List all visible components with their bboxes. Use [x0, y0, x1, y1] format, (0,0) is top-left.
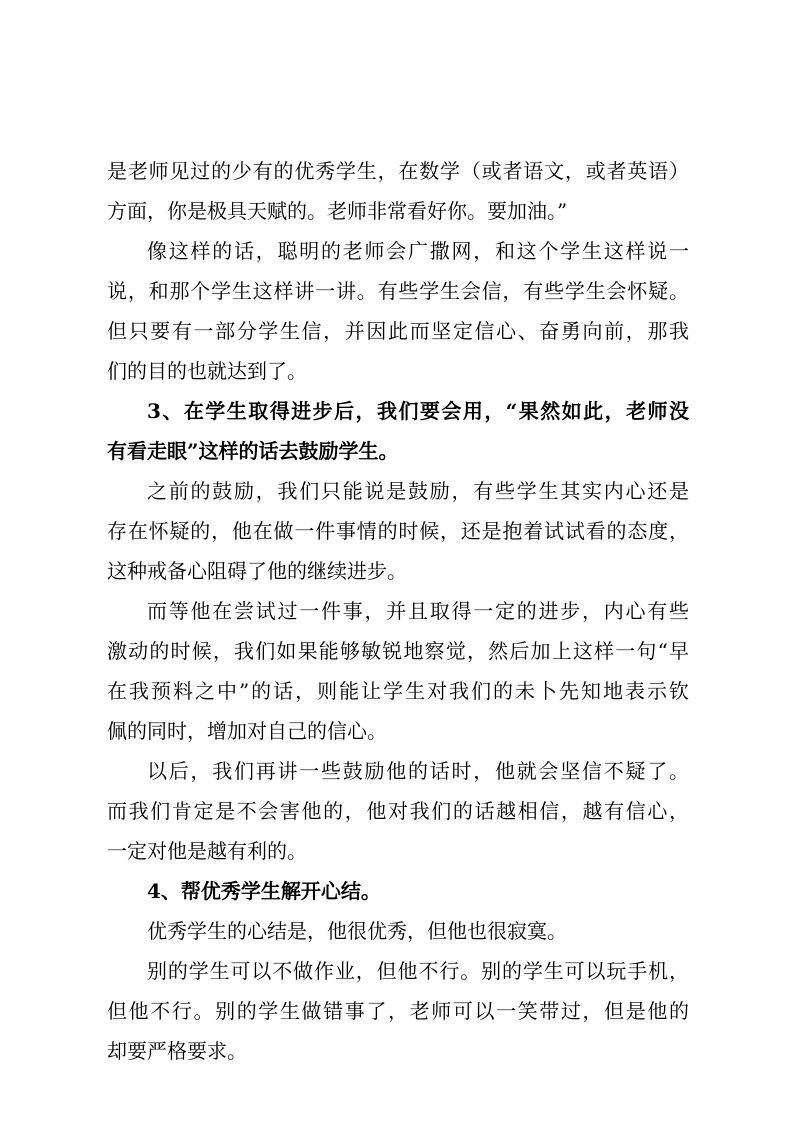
paragraph-line: 却要严格要求。 — [107, 1039, 247, 1063]
paragraph-line: 方面，你是极具天赋的。老师非常看好你。要加油。” — [107, 199, 568, 223]
paragraph-line: 像这样的话，聪明的老师会广撒网，和这个学生这样说一 — [147, 239, 689, 263]
paragraph-line: 这种戒备心阻碍了他的继续进步。 — [107, 559, 407, 583]
paragraph-line: 说，和那个学生这样讲一讲。有些学生会信，有些学生会怀疑。 — [107, 279, 689, 303]
paragraph-line: 优秀学生的心结是，他很优秀，但他也很寂寞。 — [147, 919, 567, 943]
paragraph-line: 存在怀疑的，他在做一件事情的时候，还是抱着试试看的态度， — [107, 519, 689, 543]
paragraph-line: 以后，我们再讲一些鼓励他的话时，他就会坚信不疑了。 — [147, 759, 689, 783]
section-heading-line: 有看走眼”这样的话去鼓励学生。 — [107, 439, 399, 463]
paragraph-line: 激动的时候，我们如果能够敏锐地察觉，然后加上这样一句“早 — [107, 639, 689, 663]
document-body — [107, 151, 689, 1071]
paragraph-line: 但他不行。别的学生做错事了，老师可以一笑带过，但是他的 — [107, 999, 689, 1023]
paragraph-line: 别的学生可以不做作业，但他不行。别的学生可以玩手机， — [147, 959, 689, 983]
paragraph-line: 佩的同时，增加对自己的信心。 — [107, 719, 387, 743]
paragraph-line: 们的目的也就达到了。 — [107, 359, 307, 383]
paragraph-line: 而我们肯定是不会害他的，他对我们的话越相信，越有信心， — [107, 799, 689, 823]
paragraph-line: 而等他在尝试过一件事，并且取得一定的进步，内心有些 — [147, 599, 689, 623]
paragraph-line: 一定对他是越有利的。 — [107, 839, 307, 863]
paragraph-line: 但只要有一部分学生信，并因此而坚定信心、奋勇向前，那我 — [107, 319, 689, 343]
paragraph-line: 在我预料之中”的话，则能让学生对我们的未卜先知地表示钦 — [107, 679, 689, 703]
paragraph-line: 是老师见过的少有的优秀学生，在数学（或者语文，或者英语） — [107, 159, 689, 183]
section-heading-line: 4、帮优秀学生解开心结。 — [147, 879, 381, 903]
paragraph-line: 之前的鼓励，我们只能说是鼓励，有些学生其实内心还是 — [147, 479, 689, 503]
section-heading-line: 3、在学生取得进步后，我们要会用，“果然如此，老师没 — [147, 399, 689, 423]
